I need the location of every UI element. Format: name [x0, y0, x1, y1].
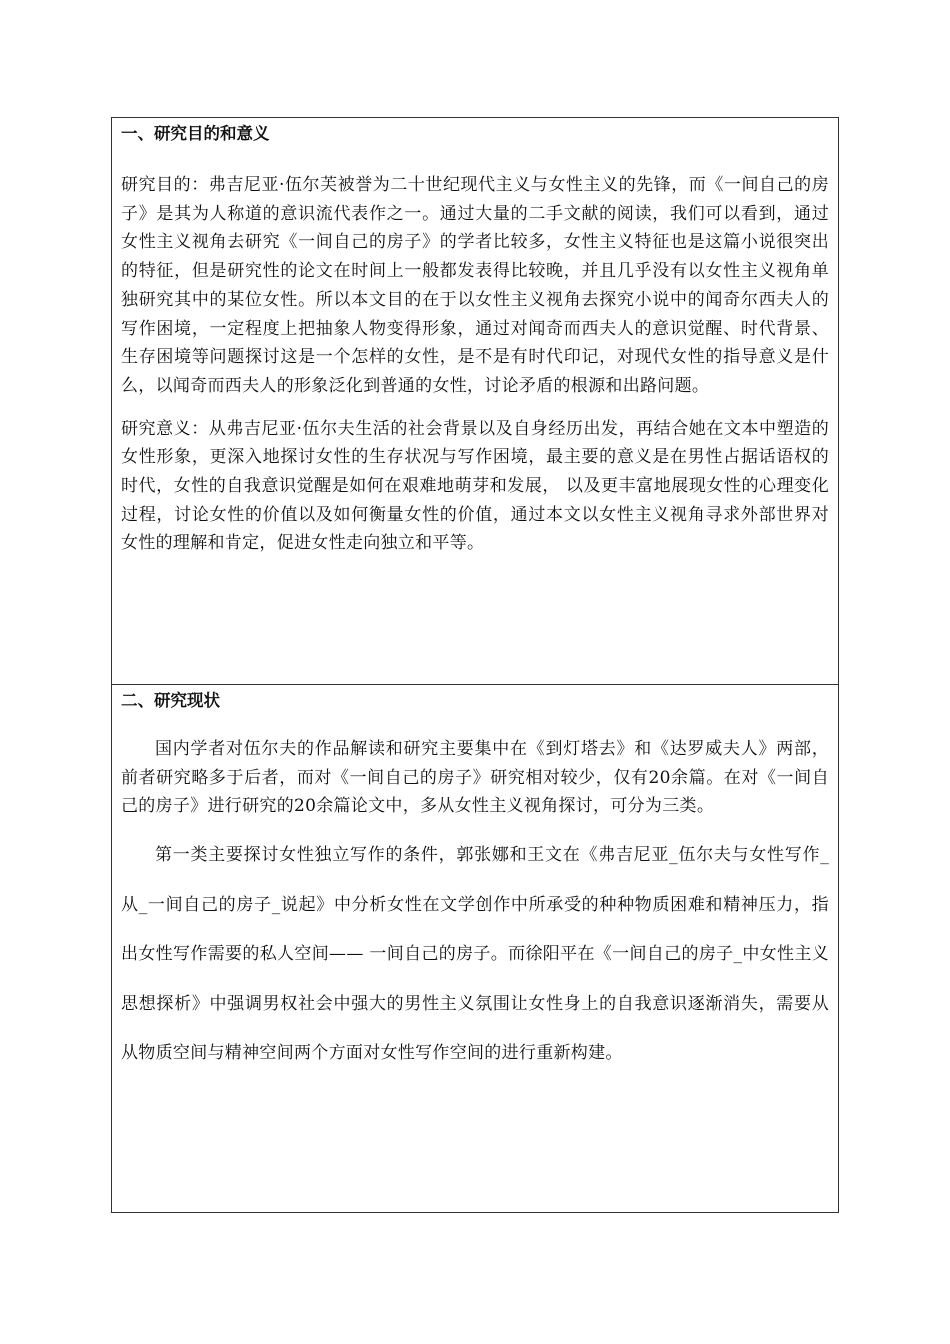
- paragraph-research-purpose: 研究目的：弗吉尼亚·伍尔芙被誉为二十世纪现代主义与女性主义的先锋，而《一间自己的房子》是其为人称道的意识流代表作之一。通过大量的二手文献的阅读，我们可以看到，通过女性主义视角去研究《一间自己的房子》的学者比较多，女性主义特征也是这篇小说很突出的特征，但是研究性的论文在时间上一般都发表得比较晚，并且几乎没有以女性主义视角单独研究其中的某位女性。所以本文目的在于以女性主义视角去探究小说中的闻奇尔西夫人的写作困境，一定程度上把抽象人物变得形象，通过对闻奇而西夫人的意识觉醒、时代背景、生存困境等问题探讨这是一个怎样的女性，是不是有时代印记，对现代女性的指导意义是什么，以闻奇而西夫人的形象泛化到普通的女性，讨论矛盾的根源和出路问题。: [121, 175, 829, 396]
- document-table: [111, 117, 839, 1213]
- paragraph-first-category: 第一类主要探讨女性独立写作的条件，郭张娜和王文在《弗吉尼亚_伍尔夫与女性写作_从_一间自己的房子_说起》中分析女性在文学创作中所承受的种种物质困难和精神压力，指出女性写作需要的私人空间—— 一间自己的房子。而徐阳平在《一间自己的房子_中女性主义思想探析》中强调男权社会中强大的男性主义氛围让女性身上的自我意识逐渐消失，需要从从物质空间与精神空间两个方面对女性写作空间的进行重新构建。: [121, 845, 829, 1064]
- section-heading: 一、研究目的和意义: [121, 124, 270, 143]
- paragraph-research-significance: 研究意义：从弗吉尼亚·伍尔夫生活的社会背景以及自身经历出发，再结合她在文本中塑造的女性形象，更深入地探讨女性的生存状况与写作困境，最主要的意义是在男性占据话语权的时代，女性的自我意识觉醒是如何在艰难地萌芽和发展， 以及更丰富地展现女性的心理变化过程，讨论女性的价值以及如何衡量女性的价值，通过本文以女性主义视角寻求外部世界对女性的理解和肯定，促进女性走向独立和平等。: [121, 418, 829, 554]
- section-heading: 二、研究现状: [121, 691, 220, 710]
- section-research-purpose: [112, 118, 838, 684]
- paragraph-domestic-research: 国内学者对伍尔夫的作品解读和研究主要集中在《到灯塔去》和《达罗威夫人》两部，前者研究略多于后者，而对《一间自己的房子》研究相对较少，仅有20余篇。在对《一间自己的房子》进行研究的20余篇论文中，多从女性主义视角探讨，可分为三类。: [121, 739, 829, 817]
- section-research-status: [112, 684, 838, 1212]
